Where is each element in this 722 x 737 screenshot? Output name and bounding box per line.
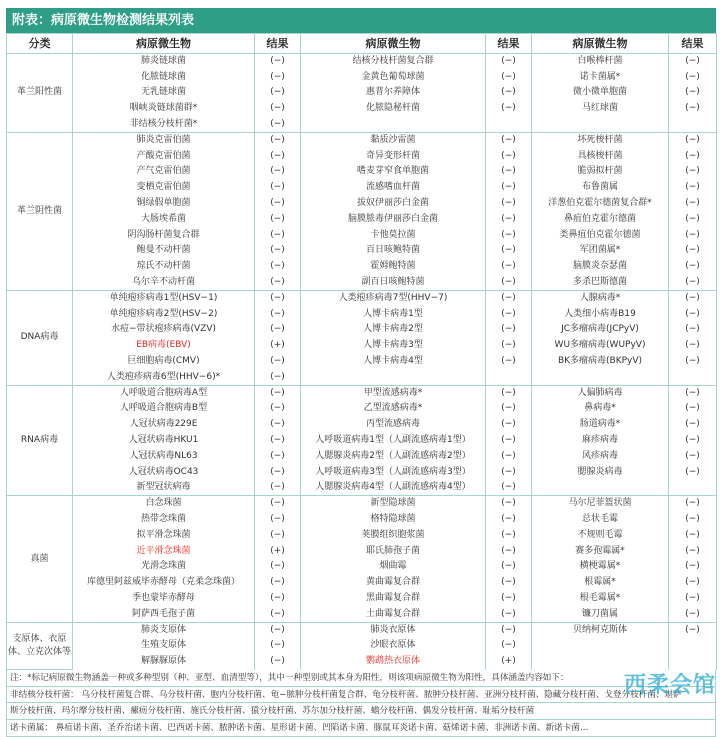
result-value: (−) bbox=[255, 117, 301, 133]
table-row bbox=[7, 164, 717, 180]
result-value bbox=[669, 369, 717, 385]
result-value: (−) bbox=[486, 591, 532, 607]
result-value: (−) bbox=[486, 85, 532, 101]
pathogen-name: 人冠状病毒OC43 bbox=[73, 464, 255, 480]
pathogen-name: 化脓链球菌 bbox=[73, 69, 255, 85]
result-value: (−) bbox=[486, 543, 532, 559]
pathogen-name: 具核梭杆菌 bbox=[532, 148, 669, 164]
result-value: (−) bbox=[486, 164, 532, 180]
table-row bbox=[7, 606, 717, 622]
result-value: (−) bbox=[255, 448, 301, 464]
pathogen-name: 马红球菌 bbox=[532, 101, 669, 117]
pathogen-name: 赛多孢霉属* bbox=[532, 543, 669, 559]
pathogen-name: 耶氏肺孢子菌 bbox=[301, 543, 486, 559]
result-value: (−) bbox=[255, 180, 301, 196]
result-value: (−) bbox=[486, 180, 532, 196]
pathogen-name: 坏死梭杆菌 bbox=[532, 132, 669, 148]
pathogen-name: 近平滑念珠菌 bbox=[73, 543, 255, 559]
pathogen-name: 肺炎克雷伯菌 bbox=[73, 132, 255, 148]
result-value: (−) bbox=[486, 401, 532, 417]
pathogen-name: 季也蒙毕赤酵母 bbox=[73, 591, 255, 607]
pathogen-name: 产酸克雷伯菌 bbox=[73, 148, 255, 164]
pathogen-name: 巨细胞病毒(CMV) bbox=[73, 354, 255, 370]
pathogen-name bbox=[301, 369, 486, 385]
result-value: (+) bbox=[486, 654, 532, 670]
result-value: (−) bbox=[486, 306, 532, 322]
pathogen-name: 不规则毛霉 bbox=[532, 527, 669, 543]
result-value: (−) bbox=[669, 54, 717, 70]
pathogen-name: 人博卡病毒2型 bbox=[301, 322, 486, 338]
pathogen-name: 肺炎链球菌 bbox=[73, 54, 255, 70]
pathogen-name: 惠普尔养障体 bbox=[301, 85, 486, 101]
pathogen-name: 脆弱拟杆菌 bbox=[532, 164, 669, 180]
result-value: (−) bbox=[669, 101, 717, 117]
category-cell: 支原体、衣原体、立克次体等 bbox=[7, 622, 73, 669]
result-value: (−) bbox=[486, 559, 532, 575]
result-value: (−) bbox=[669, 543, 717, 559]
pathogen-name bbox=[301, 117, 486, 133]
result-value: (−) bbox=[669, 290, 717, 306]
result-value: (−) bbox=[669, 69, 717, 85]
pathogen-name: 人腺病毒* bbox=[532, 290, 669, 306]
pathogen-name: 甲型流感病毒* bbox=[301, 385, 486, 401]
result-value: (−) bbox=[669, 606, 717, 622]
pathogen-name: 镰刀菌属 bbox=[532, 606, 669, 622]
result-value: (−) bbox=[255, 196, 301, 212]
table-row bbox=[7, 638, 717, 654]
table-row bbox=[7, 622, 717, 638]
pathogen-name: 鹦鹉热衣原体 bbox=[301, 654, 486, 670]
pathogen-name: 人类疱疹病毒7型(HHV−7) bbox=[301, 290, 486, 306]
pathogen-name: 人冠状病毒229E bbox=[73, 417, 255, 433]
result-value: (−) bbox=[255, 101, 301, 117]
result-value: (−) bbox=[486, 417, 532, 433]
pathogen-name: WU多瘤病毒(WUPyV) bbox=[532, 338, 669, 354]
table-row bbox=[7, 211, 717, 227]
result-value: (−) bbox=[486, 322, 532, 338]
table-row bbox=[7, 369, 717, 385]
pathogen-name: 黏质沙雷菌 bbox=[301, 132, 486, 148]
result-value: (−) bbox=[669, 354, 717, 370]
result-value: (−) bbox=[486, 69, 532, 85]
result-value: (−) bbox=[669, 227, 717, 243]
pathogen-name: 白喉棒杆菌 bbox=[532, 54, 669, 70]
header-pathogen: 病原微生物 bbox=[73, 34, 255, 54]
pathogen-name: 洋葱伯克霍尔德菌复合群* bbox=[532, 196, 669, 212]
result-value: (−) bbox=[669, 132, 717, 148]
pathogen-name: 鼻疽伯克霍尔德菌 bbox=[532, 211, 669, 227]
result-value: (−) bbox=[669, 622, 717, 638]
result-value: (−) bbox=[255, 654, 301, 670]
result-value: (−) bbox=[255, 164, 301, 180]
pathogen-name: 黄曲霉复合群 bbox=[301, 575, 486, 591]
table-row bbox=[7, 543, 717, 559]
result-value: (−) bbox=[255, 275, 301, 291]
result-value: (−) bbox=[255, 306, 301, 322]
table-row bbox=[7, 101, 717, 117]
pathogen-name: 非结核分枝杆菌* bbox=[73, 117, 255, 133]
result-value: (−) bbox=[486, 275, 532, 291]
pathogen-name: 单纯疱疹病毒2型(HSV−2) bbox=[73, 306, 255, 322]
table-row bbox=[7, 512, 717, 528]
result-value bbox=[669, 480, 717, 496]
pathogen-name: 副百日咳鲍特菌 bbox=[301, 275, 486, 291]
pathogen-name: 生殖支原体 bbox=[73, 638, 255, 654]
pathogen-name: 土曲霉复合群 bbox=[301, 606, 486, 622]
note-line: 斯分枝杆菌、玛尔摩分枝杆菌、瘰疬分枝杆菌、施氏分枝杆菌、猿分枝杆菌、苏尔加分枝杆菌、蟾分枝杆菌、偶发分枝杆菌、耻垢分枝杆菌 bbox=[7, 703, 715, 720]
category-cell: 革兰阳性菌 bbox=[7, 54, 73, 133]
result-value: (−) bbox=[669, 164, 717, 180]
pathogen-name: 解脲脲原体 bbox=[73, 654, 255, 670]
result-value: (−) bbox=[669, 559, 717, 575]
pathogen-name: 类鼻疽伯克霍尔德菌 bbox=[532, 227, 669, 243]
table-row bbox=[7, 132, 717, 148]
pathogen-name: 人博卡病毒3型 bbox=[301, 338, 486, 354]
category-cell: 革兰阴性菌 bbox=[7, 132, 73, 290]
pathogen-name: 奇异变形杆菌 bbox=[301, 148, 486, 164]
result-value: (−) bbox=[255, 259, 301, 275]
result-value: (+) bbox=[255, 338, 301, 354]
table-row bbox=[7, 559, 717, 575]
table-row bbox=[7, 227, 717, 243]
pathogen-name: 马尔尼菲篮状菌 bbox=[532, 496, 669, 512]
result-value: (−) bbox=[669, 448, 717, 464]
table-row bbox=[7, 117, 717, 133]
pathogen-name: 人冠状病毒NL63 bbox=[73, 448, 255, 464]
table-row bbox=[7, 433, 717, 449]
result-value: (−) bbox=[255, 480, 301, 496]
pathogen-name: 化脓隐秘杆菌 bbox=[301, 101, 486, 117]
result-value: (−) bbox=[486, 638, 532, 654]
pathogen-name: 结核分枝杆菌复合群 bbox=[301, 54, 486, 70]
result-value: (−) bbox=[669, 148, 717, 164]
results-table bbox=[6, 33, 717, 670]
table-row bbox=[7, 654, 717, 670]
result-value: (−) bbox=[255, 148, 301, 164]
pathogen-name: 单纯疱疹病毒1型(HSV−1) bbox=[73, 290, 255, 306]
pathogen-name: 腮腺炎病毒 bbox=[532, 464, 669, 480]
table-row bbox=[7, 54, 717, 70]
table-row bbox=[7, 464, 717, 480]
result-value: (−) bbox=[486, 480, 532, 496]
pathogen-name: 横梗霉属* bbox=[532, 559, 669, 575]
table-row bbox=[7, 180, 717, 196]
pathogen-name: 人类细小病毒B19 bbox=[532, 306, 669, 322]
pathogen-name: 烟曲霉 bbox=[301, 559, 486, 575]
result-value: (−) bbox=[486, 354, 532, 370]
pathogen-name: 产气克雷伯菌 bbox=[73, 164, 255, 180]
pathogen-name: 布鲁菌属 bbox=[532, 180, 669, 196]
pathogen-name: 金黄色葡萄球菌 bbox=[301, 69, 486, 85]
result-value: (−) bbox=[486, 259, 532, 275]
result-value: (−) bbox=[486, 196, 532, 212]
pathogen-name: 白念珠菌 bbox=[73, 496, 255, 512]
result-value: (−) bbox=[486, 496, 532, 512]
pathogen-name: 变栖克雷伯菌 bbox=[73, 180, 255, 196]
table-row bbox=[7, 448, 717, 464]
result-value: (−) bbox=[486, 622, 532, 638]
result-value: (−) bbox=[486, 243, 532, 259]
category-cell: DNA病毒 bbox=[7, 290, 73, 385]
result-value bbox=[486, 117, 532, 133]
pathogen-name: 新型冠状病毒 bbox=[73, 480, 255, 496]
pathogen-name: 沙眼衣原体 bbox=[301, 638, 486, 654]
result-value: (−) bbox=[486, 338, 532, 354]
result-value: (−) bbox=[669, 243, 717, 259]
page-title: 附表：病原微生物检测结果列表 bbox=[6, 8, 716, 33]
result-value: (−) bbox=[669, 259, 717, 275]
result-value: (−) bbox=[486, 211, 532, 227]
result-value: (−) bbox=[669, 575, 717, 591]
result-value: (−) bbox=[669, 306, 717, 322]
pathogen-name: 人呼吸道病毒3型（人副流感病毒3型） bbox=[301, 464, 486, 480]
pathogen-name: 人呼吸道合胞病毒A型 bbox=[73, 385, 255, 401]
pathogen-name: 鲍曼不动杆菌 bbox=[73, 243, 255, 259]
pathogen-name: 麻疹病毒 bbox=[532, 433, 669, 449]
result-value: (−) bbox=[669, 433, 717, 449]
table-row bbox=[7, 354, 717, 370]
report-page bbox=[6, 8, 716, 737]
pathogen-name: 拟平滑念珠菌 bbox=[73, 527, 255, 543]
table-row bbox=[7, 480, 717, 496]
result-value: (−) bbox=[255, 527, 301, 543]
pathogen-name: 乙型流感病毒* bbox=[301, 401, 486, 417]
table-row bbox=[7, 338, 717, 354]
pathogen-name: 总状毛霉 bbox=[532, 512, 669, 528]
pathogen-name: 贝纳柯克斯体 bbox=[532, 622, 669, 638]
pathogen-name: 人博卡病毒1型 bbox=[301, 306, 486, 322]
pathogen-name: 鼻病毒* bbox=[532, 401, 669, 417]
pathogen-name: 人呼吸道合胞病毒B型 bbox=[73, 401, 255, 417]
pathogen-name: 人腮腺炎病毒4型（人副流感病毒4型） bbox=[301, 480, 486, 496]
note-line: 非结核分枝杆菌： 乌分枝杆菌复合群、乌分枝杆菌、胞内分枝杆菌、龟−脓肿分枝杆菌复合群、龟分枝杆菌、脓肿分枝杆菌、亚洲分枝杆菌、隐藏分枝杆菌、戈登分枝杆菌、堪萨 bbox=[7, 687, 715, 704]
header-pathogen: 病原微生物 bbox=[532, 34, 669, 54]
result-value: (−) bbox=[669, 527, 717, 543]
pathogen-name: 脑膜炎奈瑟菌 bbox=[532, 259, 669, 275]
result-value: (−) bbox=[669, 401, 717, 417]
pathogen-name: 脑膜脓毒伊丽莎白金菌 bbox=[301, 211, 486, 227]
result-value: (−) bbox=[255, 69, 301, 85]
result-value: (−) bbox=[669, 417, 717, 433]
result-value: (−) bbox=[669, 496, 717, 512]
header-result: 结果 bbox=[486, 34, 532, 54]
pathogen-name: 肺炎支原体 bbox=[73, 622, 255, 638]
table-row bbox=[7, 69, 717, 85]
pathogen-name: JC多瘤病毒(JCPyV) bbox=[532, 322, 669, 338]
result-value: (−) bbox=[486, 54, 532, 70]
result-value: (+) bbox=[255, 543, 301, 559]
result-value: (−) bbox=[255, 243, 301, 259]
pathogen-name: 大肠埃希菌 bbox=[73, 211, 255, 227]
pathogen-name: 新型隐球菌 bbox=[301, 496, 486, 512]
table-row bbox=[7, 496, 717, 512]
result-value: (−) bbox=[669, 275, 717, 291]
pathogen-name: 阿萨西毛孢子菌 bbox=[73, 606, 255, 622]
result-value: (−) bbox=[669, 591, 717, 607]
result-value: (−) bbox=[255, 575, 301, 591]
result-value: (−) bbox=[486, 132, 532, 148]
pathogen-name: 黑曲霉复合群 bbox=[301, 591, 486, 607]
table-row bbox=[7, 417, 717, 433]
result-value: (−) bbox=[486, 433, 532, 449]
pathogen-name: 人博卡病毒4型 bbox=[301, 354, 486, 370]
table-row bbox=[7, 591, 717, 607]
pathogen-name: 咽峡炎链球菌群* bbox=[73, 101, 255, 117]
table-row bbox=[7, 401, 717, 417]
pathogen-name: 肺炎衣原体 bbox=[301, 622, 486, 638]
notes-section bbox=[6, 670, 716, 737]
result-value: (−) bbox=[486, 101, 532, 117]
result-value: (−) bbox=[669, 211, 717, 227]
pathogen-name: EB病毒(EBV) bbox=[73, 338, 255, 354]
result-value: (−) bbox=[669, 322, 717, 338]
pathogen-name: BK多瘤病毒(BKPyV) bbox=[532, 354, 669, 370]
pathogen-name: 风疹病毒 bbox=[532, 448, 669, 464]
result-value: (−) bbox=[255, 591, 301, 607]
pathogen-name: 拔奴伊丽莎白金菌 bbox=[301, 196, 486, 212]
result-value: (−) bbox=[486, 385, 532, 401]
pathogen-name: 乌尔辛不动杆菌 bbox=[73, 275, 255, 291]
result-value: (−) bbox=[486, 227, 532, 243]
pathogen-name: 库德里阿兹威毕赤酵母（克柔念珠菌） bbox=[73, 575, 255, 591]
result-value: (−) bbox=[486, 512, 532, 528]
result-value bbox=[669, 117, 717, 133]
pathogen-name: 微小微单胞菌 bbox=[532, 85, 669, 101]
result-value: (−) bbox=[669, 385, 717, 401]
pathogen-name: 诺卡菌属* bbox=[532, 69, 669, 85]
pathogen-name bbox=[532, 638, 669, 654]
pathogen-name: 格特隐球菌 bbox=[301, 512, 486, 528]
result-value bbox=[486, 369, 532, 385]
pathogen-name bbox=[532, 117, 669, 133]
pathogen-name: 嗜麦芽窄食单胞菌 bbox=[301, 164, 486, 180]
table-row bbox=[7, 259, 717, 275]
pathogen-name: 人冠状病毒HKU1 bbox=[73, 433, 255, 449]
pathogen-name: 根霉属* bbox=[532, 575, 669, 591]
result-value: (−) bbox=[255, 559, 301, 575]
result-value: (−) bbox=[669, 338, 717, 354]
pathogen-name: 百日咳鲍特菌 bbox=[301, 243, 486, 259]
table-row bbox=[7, 322, 717, 338]
pathogen-name: 阴沟肠杆菌复合群 bbox=[73, 227, 255, 243]
table-header-row bbox=[7, 34, 717, 54]
result-value: (−) bbox=[255, 211, 301, 227]
table-row bbox=[7, 527, 717, 543]
pathogen-name: 人偏肺病毒 bbox=[532, 385, 669, 401]
pathogen-name: 水痘−带状疱疹病毒(VZV) bbox=[73, 322, 255, 338]
result-value: (−) bbox=[255, 606, 301, 622]
result-value: (−) bbox=[669, 196, 717, 212]
result-value: (−) bbox=[669, 512, 717, 528]
header-category: 分类 bbox=[7, 34, 73, 54]
pathogen-name: 肠道病毒* bbox=[532, 417, 669, 433]
pathogen-name: 根毛霉属* bbox=[532, 591, 669, 607]
result-value: (−) bbox=[255, 322, 301, 338]
table-row bbox=[7, 275, 717, 291]
pathogen-name: 丙型流感病毒 bbox=[301, 417, 486, 433]
result-value: (−) bbox=[486, 527, 532, 543]
result-value: (−) bbox=[255, 417, 301, 433]
result-value: (−) bbox=[255, 512, 301, 528]
pathogen-name bbox=[532, 480, 669, 496]
pathogen-name: 人腮腺炎病毒2型（人副流感病毒2型） bbox=[301, 448, 486, 464]
result-value: (−) bbox=[486, 290, 532, 306]
watermark-logo: 西柔会馆 bbox=[623, 673, 716, 698]
pathogen-name: 人呼吸道病毒1型（人副流感病毒1型） bbox=[301, 433, 486, 449]
result-value: (−) bbox=[255, 132, 301, 148]
result-value: (−) bbox=[255, 290, 301, 306]
result-value: (−) bbox=[255, 54, 301, 70]
note-line: 注：*标记病原微生物涵盖一种或多种型别（种、亚型、血清型等），其中一种型别或其本身为阳性，则该项病原微生物为阳性，具体涵盖内容如下： bbox=[7, 670, 715, 687]
result-value: (−) bbox=[669, 85, 717, 101]
pathogen-name: 铜绿假单胞菌 bbox=[73, 196, 255, 212]
result-value: (−) bbox=[255, 464, 301, 480]
table-row bbox=[7, 575, 717, 591]
result-value: (−) bbox=[255, 622, 301, 638]
pathogen-name: 卡他莫拉菌 bbox=[301, 227, 486, 243]
table-row bbox=[7, 196, 717, 212]
pathogen-name: 多杀巴斯德菌 bbox=[532, 275, 669, 291]
result-value: (−) bbox=[486, 575, 532, 591]
category-cell: 真菌 bbox=[7, 496, 73, 622]
header-pathogen: 病原微生物 bbox=[301, 34, 486, 54]
result-value bbox=[669, 638, 717, 654]
result-value: (−) bbox=[255, 369, 301, 385]
header-result: 结果 bbox=[669, 34, 717, 54]
pathogen-name: 霍姆鲍特菌 bbox=[301, 259, 486, 275]
pathogen-name: 光滑念珠菌 bbox=[73, 559, 255, 575]
result-value: (−) bbox=[255, 385, 301, 401]
pathogen-name: 军团菌属* bbox=[532, 243, 669, 259]
pathogen-name: 琼氏不动杆菌 bbox=[73, 259, 255, 275]
table-row bbox=[7, 306, 717, 322]
result-value: (−) bbox=[486, 606, 532, 622]
table-row bbox=[7, 85, 717, 101]
result-value: (−) bbox=[255, 401, 301, 417]
result-value: (−) bbox=[486, 464, 532, 480]
table-row bbox=[7, 385, 717, 401]
header-result: 结果 bbox=[255, 34, 301, 54]
result-value: (−) bbox=[669, 464, 717, 480]
table-row bbox=[7, 290, 717, 306]
pathogen-name: 荚膜组织胞浆菌 bbox=[301, 527, 486, 543]
result-value: (−) bbox=[255, 433, 301, 449]
pathogen-name: 人类疱疹病毒6型(HHV−6)* bbox=[73, 369, 255, 385]
result-value: (−) bbox=[255, 638, 301, 654]
result-value: (−) bbox=[255, 227, 301, 243]
result-value: (−) bbox=[486, 448, 532, 464]
table-row bbox=[7, 243, 717, 259]
result-value: (−) bbox=[669, 180, 717, 196]
pathogen-name: 流感嗜血杆菌 bbox=[301, 180, 486, 196]
pathogen-name bbox=[532, 369, 669, 385]
category-cell: RNA病毒 bbox=[7, 385, 73, 496]
table-row bbox=[7, 148, 717, 164]
result-value: (−) bbox=[255, 354, 301, 370]
result-value: (−) bbox=[486, 148, 532, 164]
pathogen-name: 热带念珠菌 bbox=[73, 512, 255, 528]
pathogen-name: 无乳链球菌 bbox=[73, 85, 255, 101]
result-value: (−) bbox=[255, 85, 301, 101]
result-value: (−) bbox=[255, 496, 301, 512]
note-line: 诺卡菌属： 鼻疽诺卡菌、圣乔治诺卡菌、巴西诺卡菌、脓肿诺卡菌、星形诺卡菌、凹陷诺卡菌、豚鼠耳炎诺卡菌、菇烯诺卡菌、非洲诺卡菌、新诺卡菌… bbox=[10, 722, 589, 733]
